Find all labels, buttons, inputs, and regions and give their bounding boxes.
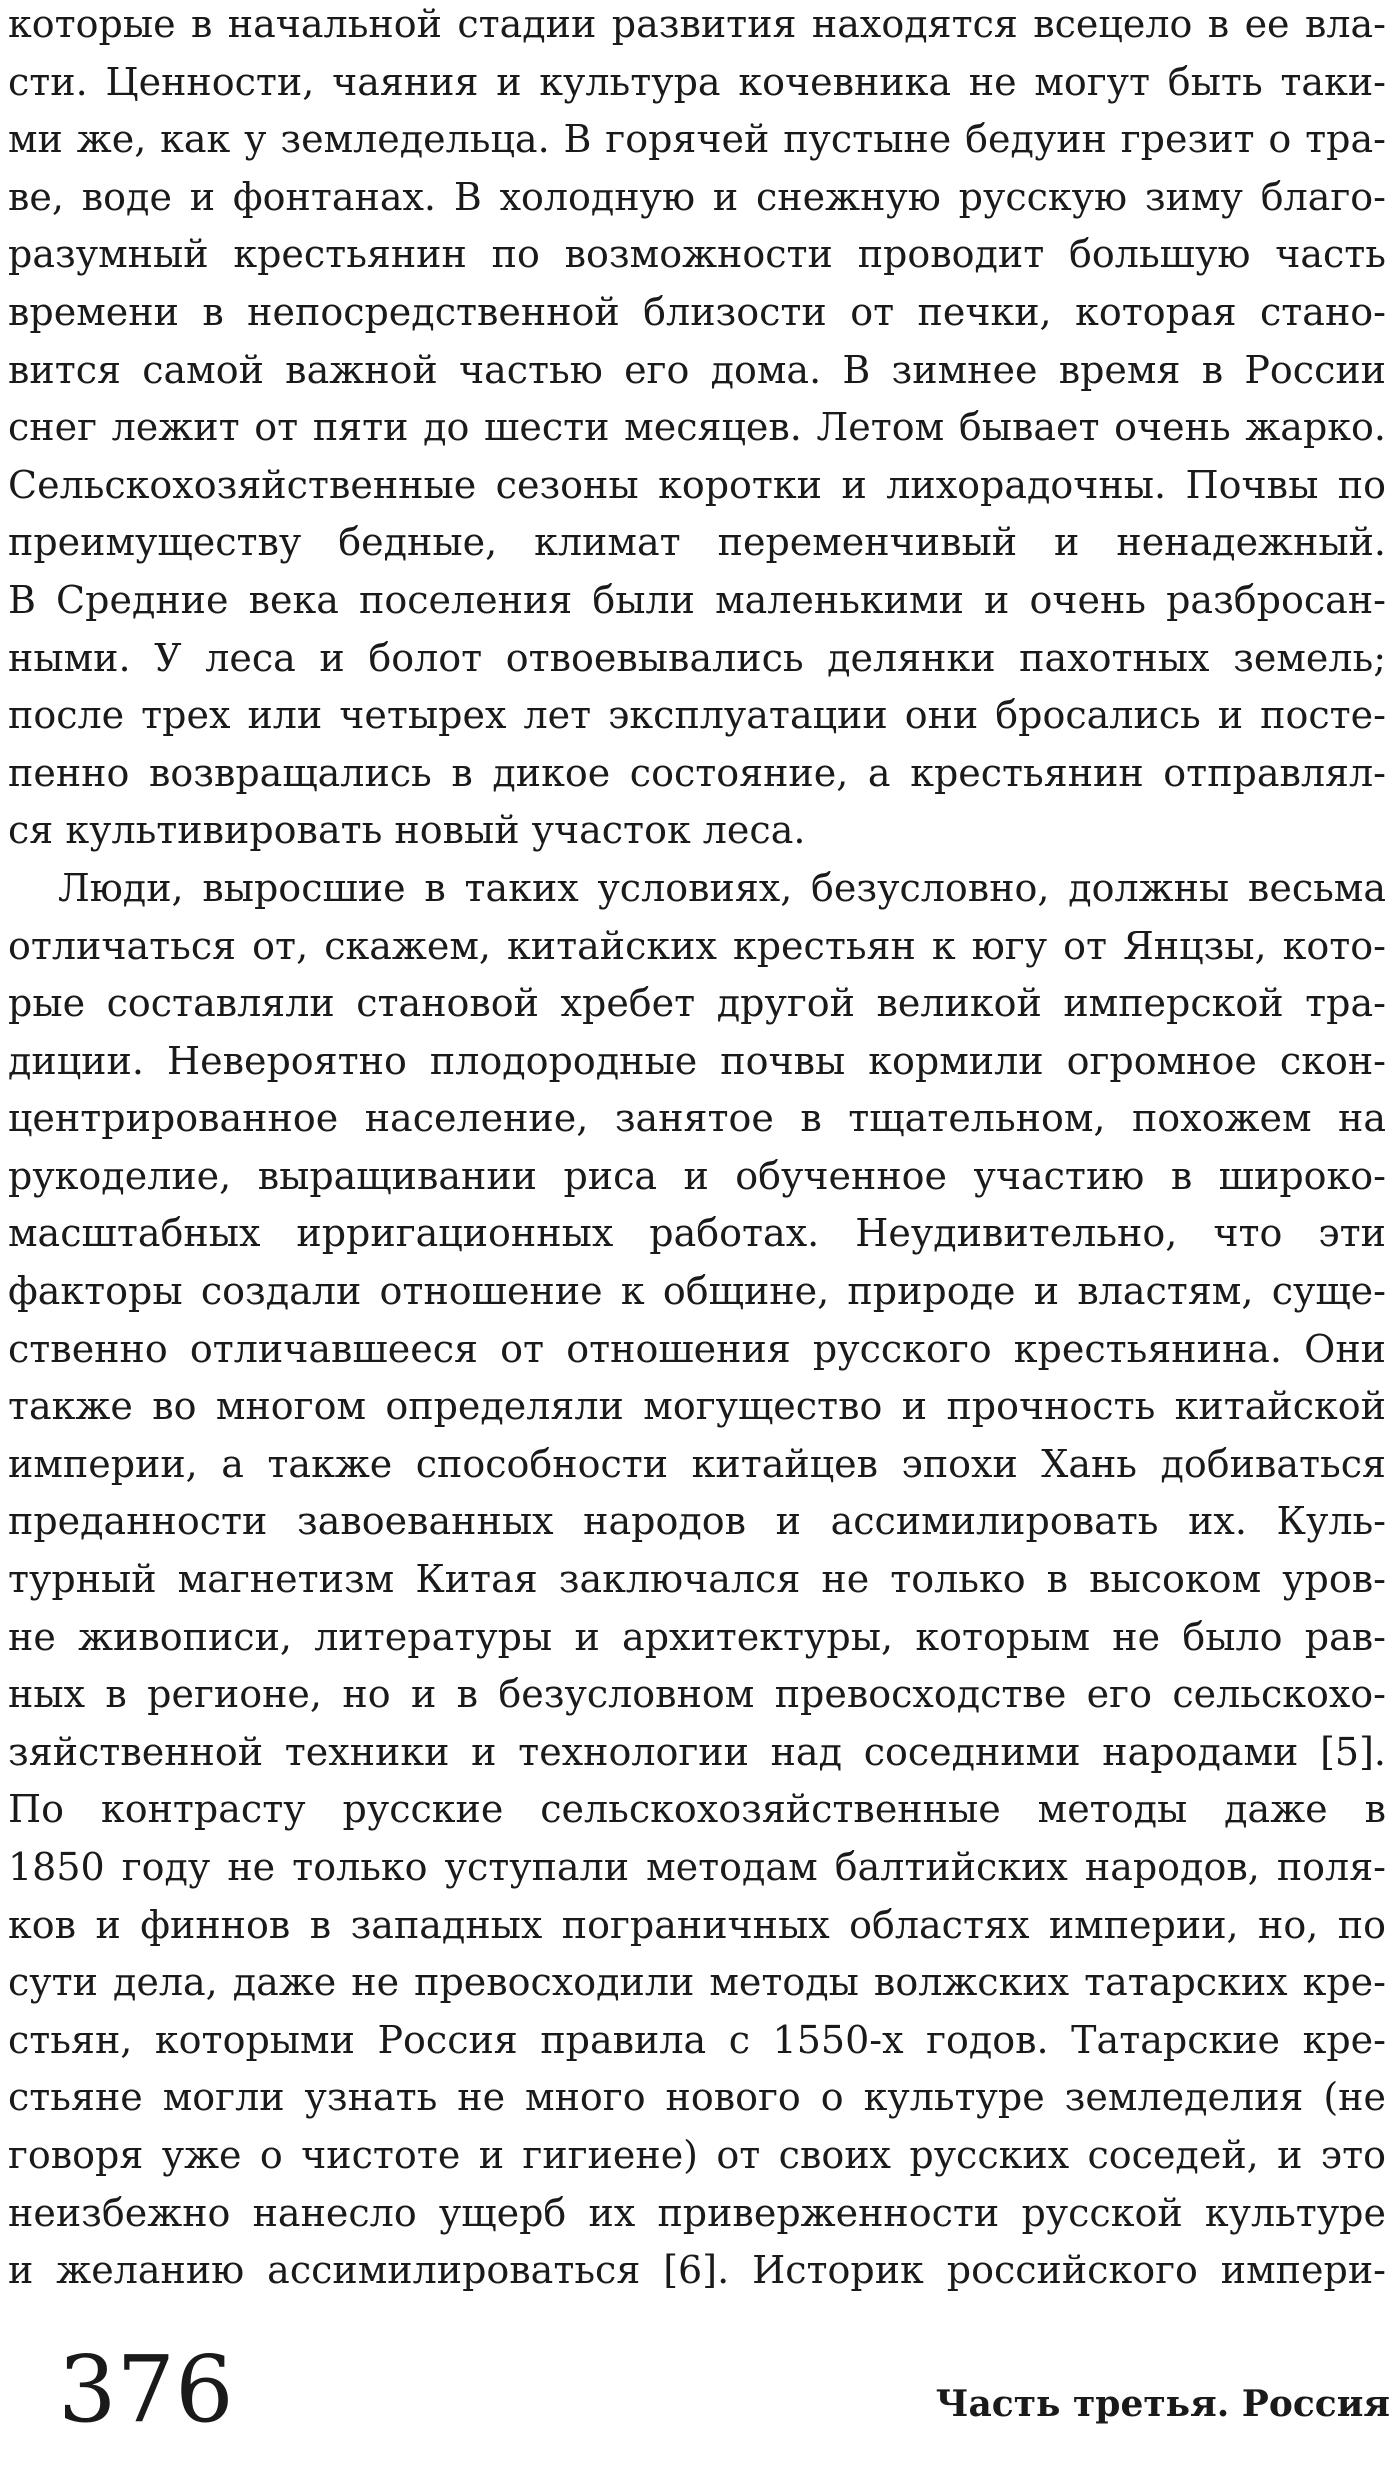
paragraph-1 <box>8 0 1386 860</box>
text-line: Люди, выросшие в таких условиях, безусловно, должны весьма <box>58 865 1386 910</box>
text-line: и желанию ассимилироваться [6]. Историк российского импери- <box>8 2248 1386 2293</box>
text-line: снег лежит от пяти до шести месяцев. Летом бывает очень жарко. <box>8 405 1386 450</box>
text-line: империи, а также способности китайцев эпохи Хань добиваться <box>8 1441 1386 1486</box>
text-line: ственно отличавшееся от отношения русского крестьянина. Они <box>8 1326 1386 1371</box>
running-title: Часть третья. Россия <box>935 2383 1390 2425</box>
text-line: разумный крестьянин по возможности проводит большую часть <box>8 232 1386 277</box>
text-line: 1850 году не только уступали методам балтийских народов, поля- <box>8 1845 1386 1889</box>
text-line: рые составляли становой хребет другой великой имперской тра- <box>8 981 1386 1026</box>
text-line: не живописи, литературы и архитектуры, которым не было рав- <box>8 1614 1386 1659</box>
body-text <box>8 0 1386 2300</box>
text-line: турный магнетизм Китая заключался не только в высоком уров- <box>8 1557 1386 1602</box>
text-line: говоря уже о чистоте и гигиене) от своих русских соседей, и это <box>8 2132 1386 2177</box>
text-line: стьяне могли узнать не много нового о культуре земледелия (не <box>8 2075 1386 2120</box>
text-line: масштабных ирригационных работах. Неудивительно, что эти <box>8 1211 1386 1256</box>
text-line: стьян, которыми Россия правила с 1550-х годов. Татарские кре- <box>8 2017 1386 2062</box>
text-line: диции. Невероятно плодородные почвы кормили огромное скон- <box>8 1038 1386 1083</box>
text-line: преданности завоеванных народов и ассимилировать их. Куль- <box>8 1499 1386 1544</box>
text-line: вится самой важной частью его дома. В зимнее время в России <box>8 347 1386 392</box>
text-line: По контрасту русские сельскохозяйственные методы даже в <box>8 1787 1386 1832</box>
text-line: времени в непосредственной близости от печки, которая стано- <box>8 289 1386 334</box>
page-number: 376 <box>58 2336 234 2443</box>
text-line: отличаться от, скажем, китайских крестьян к югу от Янцзы, кото- <box>8 923 1386 968</box>
text-line: ными. У леса и болот отвоевывались делянки пахотных земель; <box>8 635 1386 680</box>
text-line: ми же, как у земледельца. В горячей пустыне бедуин грезит о тра- <box>8 117 1386 162</box>
text-line: сути дела, даже не превосходили методы волжских татарских кре- <box>8 1960 1386 2005</box>
text-line: зяйственной техники и технологии над соседними народами [5]. <box>8 1729 1386 1774</box>
text-line: рукоделие, выращивании риса и обученное участию в широко- <box>8 1153 1386 1198</box>
text-line: после трех или четырех лет эксплуатации они бросались и посте- <box>8 693 1386 738</box>
text-line: ве, воде и фонтанах. В холодную и снежную русскую зиму благо- <box>8 174 1386 219</box>
text-line: также во многом определяли могущество и прочность китайской <box>8 1384 1386 1429</box>
text-line: ных в регионе, но и в безусловном превосходстве его сельскохо- <box>8 1672 1386 1717</box>
text-line: центрированное население, занятое в тщательном, похожем на <box>8 1096 1386 1141</box>
text-line: неизбежно нанесло ущерб их приверженности русской культуре <box>8 2190 1386 2235</box>
text-line: пенно возвращались в дикое состояние, а крестьянин отправлял- <box>8 750 1386 795</box>
text-line: сти. Ценности, чаяния и культура кочевника не могут быть таки- <box>8 59 1386 104</box>
text-line: преимуществу бедные, климат переменчивый и ненадежный. <box>8 520 1386 565</box>
text-line: В Средние века поселения были маленькими и очень разбросан- <box>8 577 1386 622</box>
text-line: ков и финнов в западных пограничных областях империи, но, по <box>8 1902 1386 1947</box>
text-line: ся культивировать новый участок леса. <box>8 808 806 853</box>
paragraph-2 <box>8 860 1386 2300</box>
text-line: Сельскохозяйственные сезоны коротки и лихорадочны. Почвы по <box>8 462 1386 507</box>
page-footer <box>0 2330 1398 2450</box>
text-line: которые в начальной стадии развития находятся всецело в ее вла- <box>8 2 1386 46</box>
text-line: факторы создали отношение к общине, природе и властям, суще- <box>8 1269 1386 1314</box>
